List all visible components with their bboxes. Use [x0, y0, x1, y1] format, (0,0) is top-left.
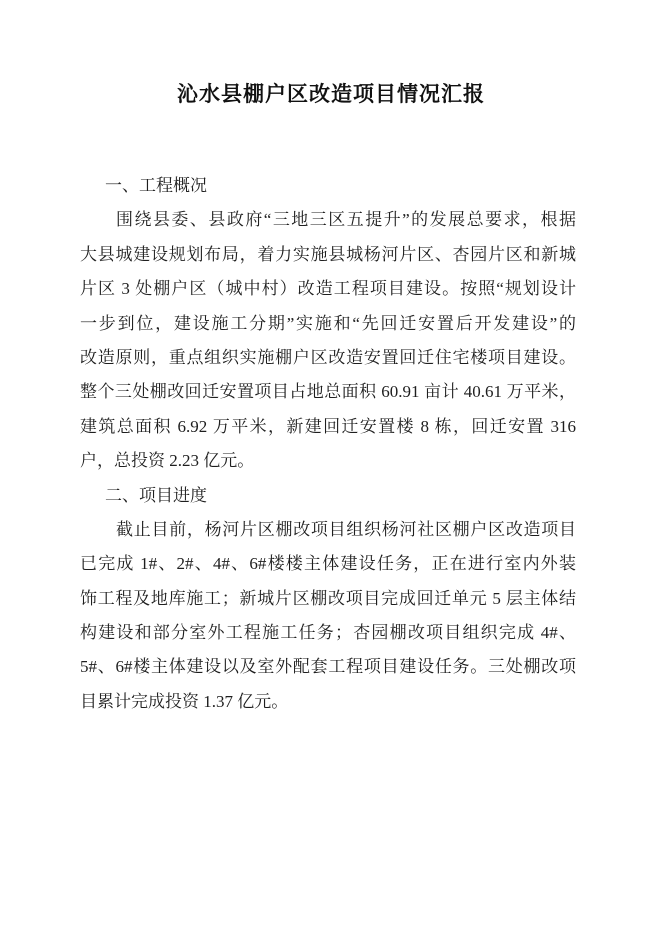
- document-body: [80, 169, 576, 719]
- section-1-line: 建筑总面积 6.92 万平米，新建回迁安置楼 8 栋，回迁安置 316: [80, 416, 576, 436]
- section-2-line: 饰工程及地库施工；新城片区棚改项目完成回迁单元 5 层主体结: [80, 588, 576, 608]
- section-1-line: 大县城建设规划布局，着力实施县城杨河片区、杏园片区和新城: [80, 244, 576, 264]
- section-2-heading: 二、项目进度: [105, 485, 207, 505]
- section-2-line: 目累计完成投资 1.37 亿元。: [80, 691, 289, 711]
- section-1-line: 片区 3 处棚户区（城中村）改造工程项目建设。按照“规划设计: [80, 279, 576, 299]
- section-1-heading: 一、工程概况: [105, 176, 207, 195]
- document-title: 沁水县棚户区改造项目情况汇报: [177, 83, 485, 106]
- section-1-line: 围绕县委、县政府“三地三区五提升”的发展总要求，根据: [116, 210, 576, 230]
- section-1-line: 改造原则，重点组织实施棚户区改造安置回迁住宅楼项目建设。: [80, 347, 576, 367]
- section-2-line: 截止目前，杨河片区棚改项目组织杨河社区棚户区改造项目: [116, 519, 576, 539]
- section-2-line: 构建设和部分室外工程施工任务；杏园棚改项目组织完成 4#、: [80, 623, 576, 643]
- section-1-line: 整个三处棚改回迁安置项目占地总面积 60.91 亩计 40.61 万平米，: [80, 382, 576, 402]
- section-1-line: 一步到位，建设施工分期”实施和“先回迁安置后开发建设”的: [80, 313, 576, 333]
- section-1-line: 户，总投资 2.23 亿元。: [80, 451, 255, 471]
- section-2-line: 已完成 1#、2#、4#、6#楼楼主体建设任务，正在进行室内外装: [80, 554, 576, 574]
- section-2-line: 5#、6#楼主体建设以及室外配套工程项目建设任务。三处棚改项: [80, 657, 576, 677]
